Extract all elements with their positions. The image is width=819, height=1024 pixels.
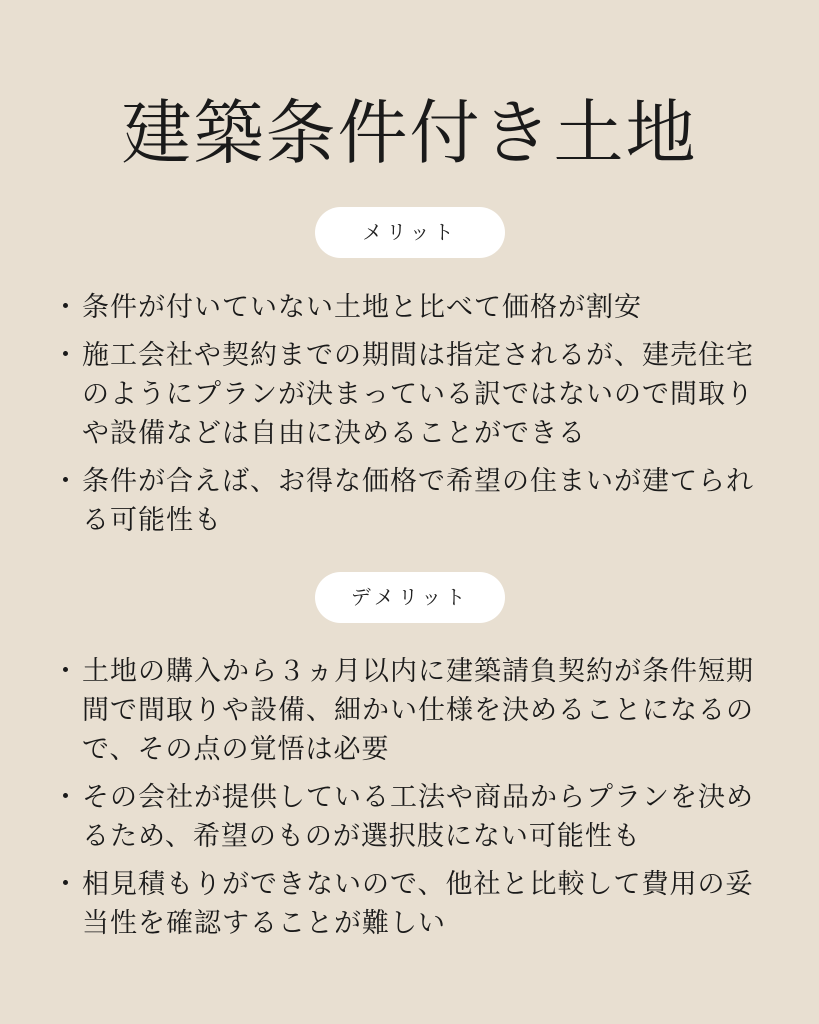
merit-label: メリット — [315, 207, 505, 258]
merit-item: ・ 条件が合えば、お得な価格で希望の住まいが建てられる可能性も — [58, 462, 773, 540]
page-title: 建築条件付き土地 — [121, 92, 698, 174]
merit-list — [58, 288, 773, 549]
demerit-item: ・ 土地の購入から３ヵ月以内に建築請負契約が条件短期間で間取りや設備、細かい仕様を決めることになるので、その点の覚悟は必要 — [58, 652, 773, 769]
merit-item: ・ 施工会社や契約までの期間は指定されるが、建売住宅のようにプランが決まっている訳ではないので間取りや設備などは自由に決めることができる — [58, 336, 773, 453]
demerit-item: ・ 相見積もりができないので、他社と比較して費用の妥当性を確認することが難しい — [58, 865, 773, 943]
merit-item: ・ 条件が付いていない土地と比べて価格が割安 — [58, 288, 773, 327]
demerit-list — [58, 652, 773, 952]
demerit-item: ・ その会社が提供している工法や商品からプランを決めるため、希望のものが選択肢にない可能性も — [58, 778, 773, 856]
demerit-label: デメリット — [315, 572, 505, 623]
